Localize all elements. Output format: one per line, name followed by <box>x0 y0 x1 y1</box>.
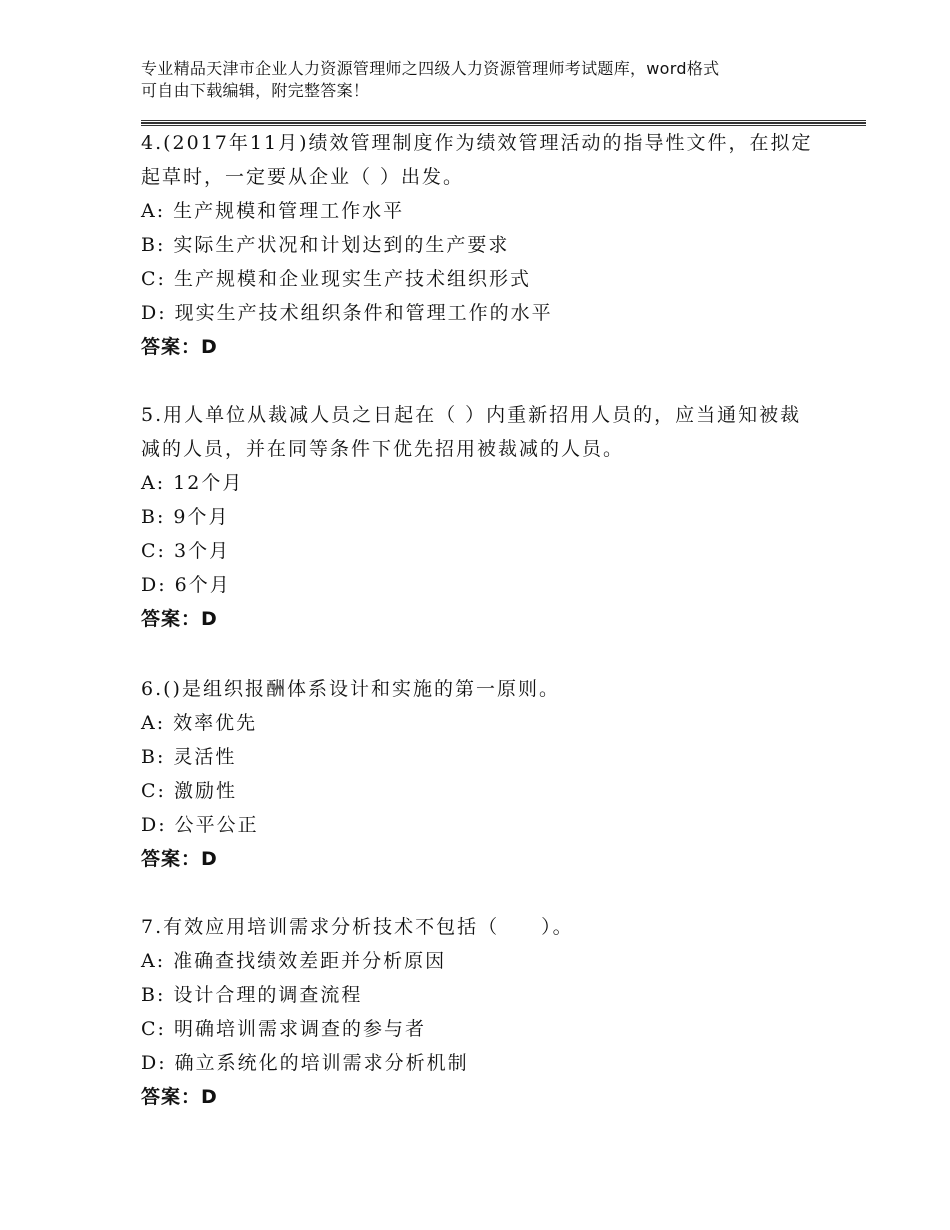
question-stem: 4.(2017年11月)绩效管理制度作为绩效管理活动的指导性文件，在拟定起草时，一定要从企业（ ）出发。 <box>141 132 813 188</box>
answer: 答案：D <box>141 848 218 870</box>
question-stem: 5.用人单位从裁减人员之日起在（ ）内重新招用人员的，应当通知被裁减的人员，并在同等条件下优先招用被裁减的人员。 <box>141 404 802 460</box>
answer: 答案：D <box>141 1086 218 1108</box>
header-line-2: 可自由下载编辑，附完整答案！ <box>141 81 370 100</box>
option-c: C: 3个月 <box>141 540 231 562</box>
option-d: D: 现实生产技术组织条件和管理工作的水平 <box>141 302 553 324</box>
document-header <box>141 58 821 102</box>
header-divider-top <box>141 120 866 121</box>
header-line-1: 专业精品天津市企业人力资源管理师之四级人力资源管理师考试题库，word格式 <box>141 59 720 78</box>
question-4 <box>141 126 841 364</box>
question-5 <box>141 398 841 636</box>
option-a: A: 准确查找绩效差距并分析原因 <box>141 950 447 972</box>
option-c: C: 明确培训需求调查的参与者 <box>141 1018 426 1040</box>
option-d: D: 公平公正 <box>141 814 259 836</box>
option-b: B: 实际生产状况和计划达到的生产要求 <box>141 234 510 256</box>
option-c: C: 激励性 <box>141 780 237 802</box>
question-7 <box>141 910 841 1114</box>
option-b: B: 设计合理的调查流程 <box>141 984 363 1006</box>
option-a: A: 效率优先 <box>141 712 258 734</box>
option-a: A: 12个月 <box>141 472 244 494</box>
option-a: A: 生产规模和管理工作水平 <box>141 200 405 222</box>
answer: 答案：D <box>141 336 218 358</box>
option-c: C: 生产规模和企业现实生产技术组织形式 <box>141 268 531 290</box>
option-b: B: 灵活性 <box>141 746 237 768</box>
answer: 答案：D <box>141 608 218 630</box>
header-divider-middle <box>141 122 866 124</box>
question-stem: 7.有效应用培训需求分析技术不包括（ ）。 <box>141 916 574 938</box>
question-stem: 6.()是组织报酬体系设计和实施的第一原则。 <box>141 678 560 700</box>
question-6 <box>141 672 841 876</box>
option-d: D: 6个月 <box>141 574 231 596</box>
option-d: D: 确立系统化的培训需求分析机制 <box>141 1052 469 1074</box>
option-b: B: 9个月 <box>141 506 230 528</box>
